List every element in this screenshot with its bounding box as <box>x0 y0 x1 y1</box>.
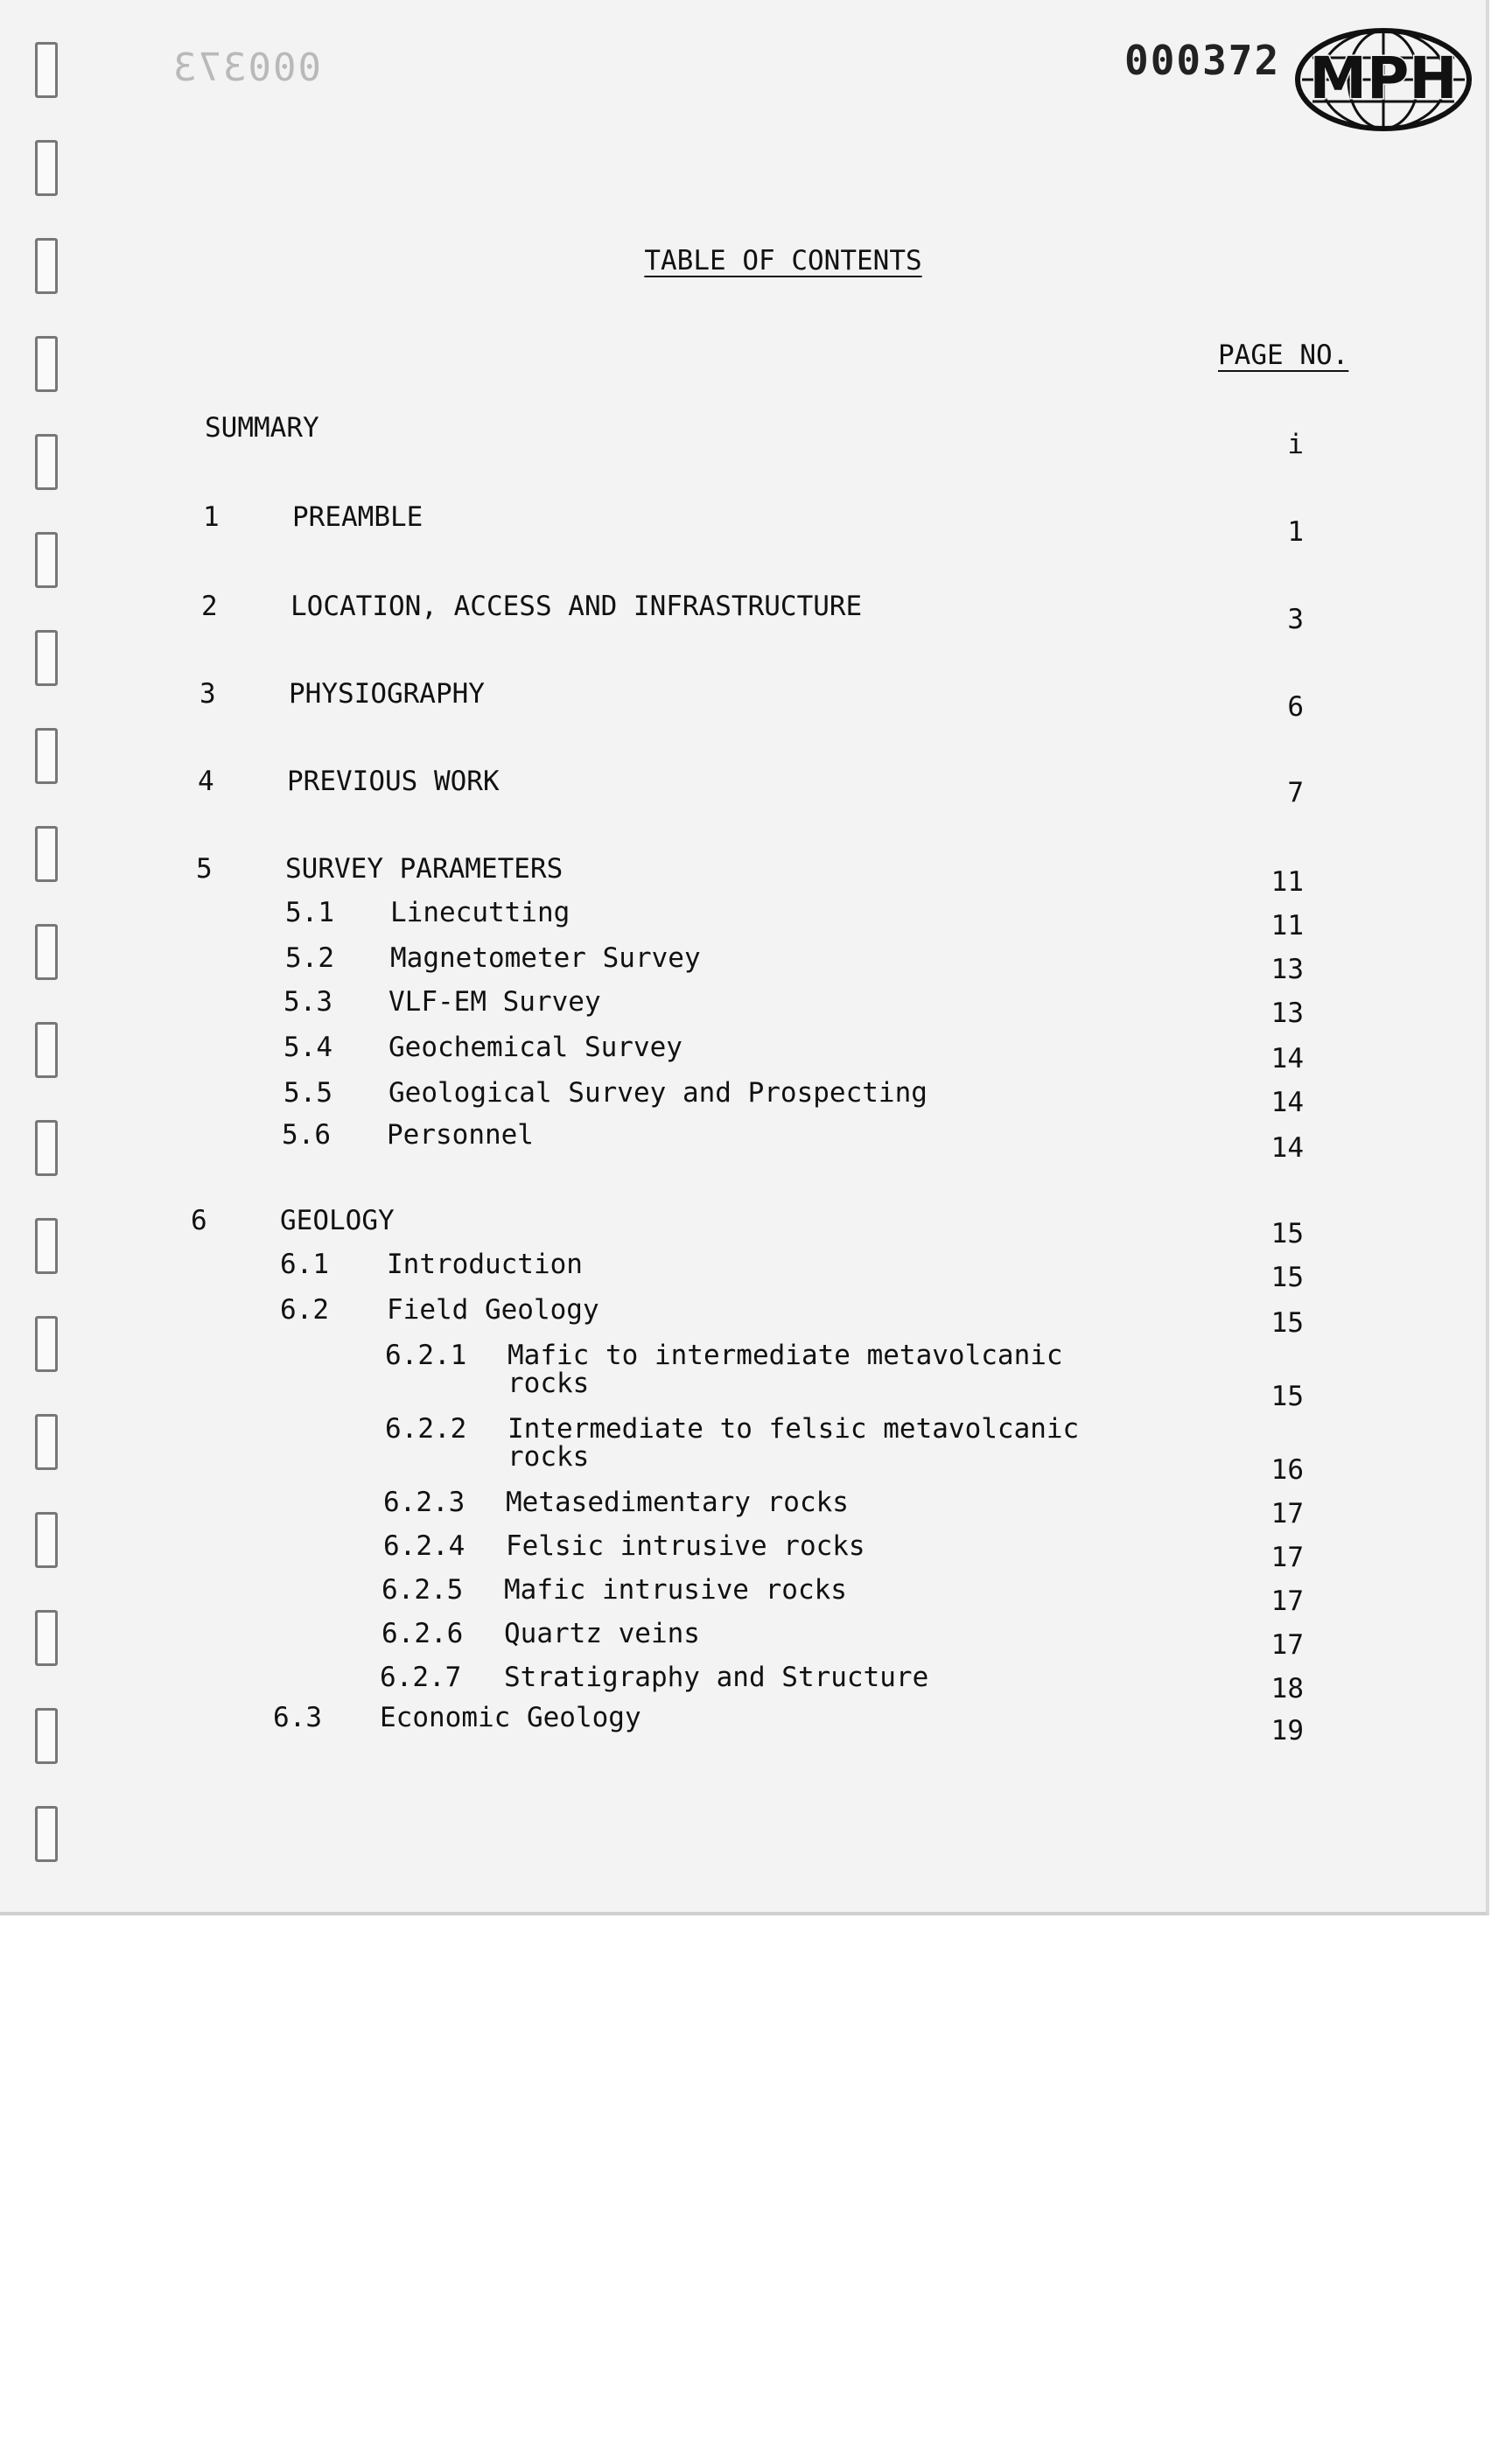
binder-hole <box>35 434 58 490</box>
toc-entry-number: 6.3 <box>273 1702 322 1733</box>
binder-hole <box>35 1316 58 1372</box>
toc-entry-label: GEOLOGY <box>280 1205 395 1236</box>
toc-entry-page: 17 <box>1270 1586 1304 1617</box>
toc-entry-page: 16 <box>1270 1454 1304 1486</box>
toc-entry-page: 11 <box>1270 866 1304 898</box>
binder-hole <box>35 826 58 882</box>
toc-entry-label: Mafic to intermediate metavolcanic <box>508 1340 1063 1371</box>
binder-hole <box>35 1806 58 1862</box>
toc-entry-label-continued: rocks <box>508 1368 590 1399</box>
toc-entry-page: 7 <box>1287 777 1304 808</box>
toc-entry-page: i <box>1287 429 1304 460</box>
toc-entry-number: 6.2.5 <box>382 1574 464 1606</box>
toc-entry-number: 2 <box>201 591 218 622</box>
toc-entry-page: 3 <box>1287 604 1304 635</box>
svg-text:MPH: MPH <box>1309 45 1458 112</box>
toc-entry-page: 17 <box>1270 1629 1304 1661</box>
binder-hole <box>35 1022 58 1078</box>
binder-hole <box>35 532 58 588</box>
toc-entry-number: 6.2 <box>280 1294 329 1326</box>
toc-entry-number: 5.2 <box>285 942 334 974</box>
binder-hole <box>35 924 58 980</box>
toc-entry-page: 1 <box>1287 516 1304 548</box>
binder-hole <box>35 630 58 686</box>
toc-entry-label: Geological Survey and Prospecting <box>388 1077 928 1109</box>
toc-entry-label: Mafic intrusive rocks <box>504 1574 847 1606</box>
toc-entry-number: 4 <box>198 766 214 797</box>
bleed-through-doc-number: 000373 <box>172 46 321 90</box>
toc-entry-label: SURVEY PARAMETERS <box>285 853 564 885</box>
toc-entry-page: 6 <box>1287 691 1304 723</box>
toc-entry-number: 6.2.2 <box>385 1413 467 1445</box>
toc-entry-label: PREVIOUS WORK <box>287 766 500 797</box>
toc-entry-number: 5.6 <box>282 1119 331 1151</box>
toc-entry-page: 15 <box>1270 1381 1304 1412</box>
toc-entry-page: 13 <box>1270 998 1304 1029</box>
toc-entry-number: 6.2.1 <box>385 1340 467 1371</box>
toc-entry-page: 14 <box>1270 1132 1304 1164</box>
binder-hole <box>35 1414 58 1470</box>
toc-entry-number: 5.1 <box>285 897 334 928</box>
binder-hole <box>35 728 58 784</box>
toc-entry-label: Introduction <box>387 1249 583 1280</box>
toc-entry-label: Felsic intrusive rocks <box>506 1530 865 1562</box>
toc-entry-page: 13 <box>1270 954 1304 985</box>
toc-entry-page: 18 <box>1270 1673 1304 1704</box>
binder-hole <box>35 1708 58 1764</box>
page-title: TABLE OF CONTENTS <box>644 245 922 276</box>
toc-entry-page: 17 <box>1270 1498 1304 1530</box>
toc-entry-page: 14 <box>1270 1043 1304 1074</box>
toc-entry-label: SUMMARY <box>205 412 319 444</box>
toc-entry-label: LOCATION, ACCESS AND INFRASTRUCTURE <box>290 591 863 622</box>
toc-entry-page: 15 <box>1270 1262 1304 1293</box>
toc-entry-number: 5.3 <box>284 986 332 1018</box>
toc-entry-number: 6 <box>191 1205 207 1236</box>
toc-entry-page: 11 <box>1270 910 1304 942</box>
toc-entry-number: 6.2.6 <box>382 1618 464 1649</box>
binder-hole <box>35 1512 58 1568</box>
toc-entry-label: Quartz veins <box>504 1618 700 1649</box>
toc-entry-label: Linecutting <box>390 897 570 928</box>
toc-entry-number: 5.4 <box>284 1032 332 1063</box>
toc-entry-number: 6.2.3 <box>383 1487 466 1518</box>
toc-entry-number: 5 <box>196 853 213 885</box>
toc-entry-label: Geochemical Survey <box>388 1032 682 1063</box>
toc-entry-number: 1 <box>203 501 220 533</box>
page-column-header: PAGE NO. <box>1218 340 1349 371</box>
toc-entry-page: 15 <box>1270 1218 1304 1250</box>
toc-entry-label-continued: rocks <box>508 1441 590 1473</box>
toc-entry-number: 6.2.7 <box>380 1662 462 1693</box>
toc-entry-number: 6.1 <box>280 1249 329 1280</box>
binder-hole <box>35 140 58 196</box>
toc-entry-label: Metasedimentary rocks <box>506 1487 849 1518</box>
binder-hole <box>35 1120 58 1176</box>
toc-entry-label: Magnetometer Survey <box>390 942 701 974</box>
toc-entry-page: 19 <box>1270 1715 1304 1746</box>
toc-entry-number: 5.5 <box>284 1077 332 1109</box>
globe-logo-icon <box>1293 24 1474 135</box>
toc-entry-label: PREAMBLE <box>292 501 424 533</box>
binder-hole <box>35 42 58 98</box>
toc-entry-page: 14 <box>1270 1087 1304 1118</box>
toc-entry-label: Stratigraphy and Structure <box>504 1662 929 1693</box>
binder-hole <box>35 1218 58 1274</box>
toc-entry-label: Field Geology <box>387 1294 599 1326</box>
binder-hole <box>35 336 58 392</box>
toc-entry-number: 3 <box>200 678 216 710</box>
doc-number: 000372 <box>1124 37 1281 84</box>
binder-hole <box>35 1610 58 1666</box>
toc-entry-label: VLF-EM Survey <box>388 986 601 1018</box>
toc-entry-label: Intermediate to felsic metavolcanic <box>508 1413 1080 1445</box>
toc-entry-label: Economic Geology <box>380 1702 641 1733</box>
toc-entry-page: 17 <box>1270 1542 1304 1573</box>
toc-entry-label: PHYSIOGRAPHY <box>289 678 485 710</box>
toc-entry-label: Personnel <box>387 1119 534 1151</box>
toc-entry-number: 6.2.4 <box>383 1530 466 1562</box>
toc-entry-page: 15 <box>1270 1307 1304 1339</box>
mph-logo <box>1293 24 1474 135</box>
